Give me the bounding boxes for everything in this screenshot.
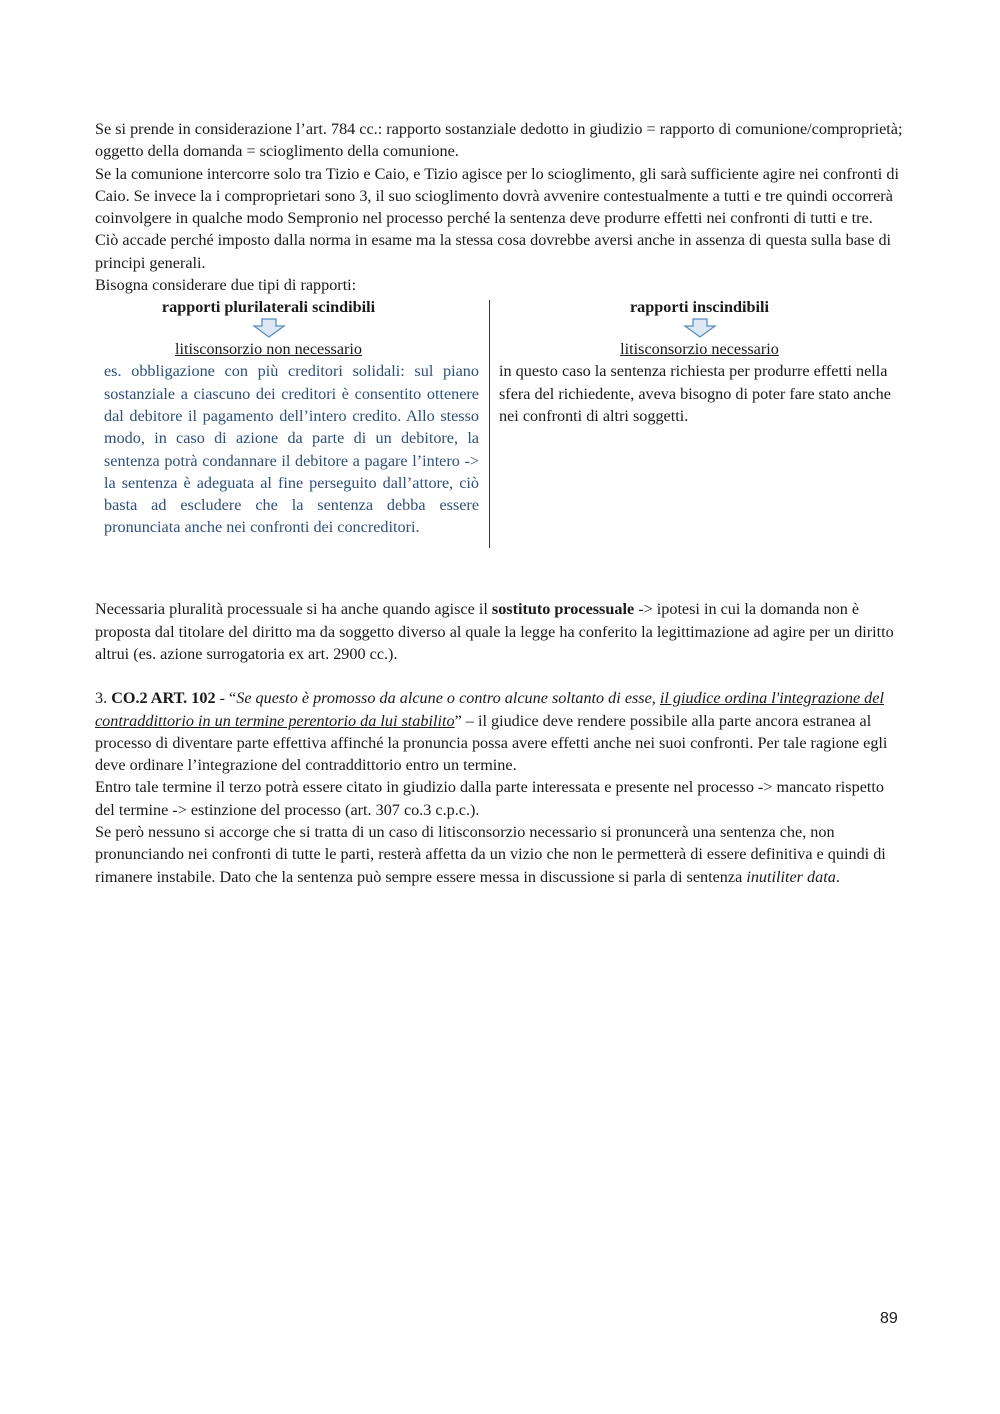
column-subheading-scindibili: litisconsorzio non necessario: [174, 340, 362, 359]
sostituto-text-after: -> ipotesi in cui la domanda non è proposta dal titolare del diritto ma da soggetto diverso al quale la legge ha conferito la legittimazione ad agire per un diritto altrui (es. azione surrogatoria ex art. 2900 cc.).: [95, 600, 894, 663]
column-body-scindibili: es. obbligazione con più creditori solidali: sul piano sostanziale a ciascuno dei creditori è consentito ottenere dal debitore il pagamento dell’intero credito. Allo stesso modo, in caso di azione da parte di un debitore, la sentenza potrà condannare il debitore a pagare l’intero -> la sentenza è adeguata al fine perseguito dall’attore, ciò basta ad escludere che la sentenza debba essere pronunciata anche nei confronti dei concreditori.: [104, 362, 479, 537]
section-3-paragraph-3: [95, 821, 907, 888]
sostituto-paragraph: [95, 598, 907, 665]
column-scindibili: [95, 296, 487, 538]
intro-paragraph-2: Se la comunione intercorre solo tra Tizio e Caio, e Tizio agisce per lo scioglimento, gli sarà sufficiente agire nei confronti di Caio. Se invece la i comproprietari sono 3, il suo scioglimento dovrà avvenire contestualmente a tutti e tre quindi occorrerà coinvolgere in qualche modo Sempronio nel processo perché la sentenza deve produrre effetti nei confronti di tutti e tre.: [95, 164, 899, 228]
spacer: [95, 665, 907, 687]
intro-paragraph-1: Se si prende in considerazione l’art. 784 cc.: rapporto sostanziale dedotto in giudizio = rapporto di comunione/comproprietà; oggetto della domanda = scioglimento della comunione.: [95, 120, 903, 161]
column-heading-scindibili: rapporti plurilaterali scindibili: [161, 298, 376, 317]
sostituto-text-before: Necessaria pluralità processuale si ha anche quando agisce il: [95, 600, 492, 619]
page-number: 89: [880, 1310, 898, 1327]
section-3-quote-underlined: il giudice ordina l'integrazione del contraddittorio in un termine perentorio da lui stabilito: [95, 689, 884, 730]
section-3-para3-text: Se però nessuno si accorge che si tratta di un caso di litisconsorzio necessario si pronuncerà una sentenza che, non pronunciando nei confronti di tutte le parti, resterà affetta da un vizio che non le permetterà di essere definitiva e quindi di rimanere instabile. Dato che la sentenza può sempre essere messa in discussione si parla di sentenza: [95, 823, 886, 886]
section-3-explanation: ” – il giudice deve rendere possibile alla parte ancora estranea al processo di diventare parte effettiva affinché la pronuncia possa avere effetti anche nei suoi confronti. Per tale ragione egli deve ordinare l’integrazione del contraddittorio entro un termine.: [95, 711, 888, 775]
intro-paragraph-4: Bisogna considerare due tipi di rapporti:: [95, 276, 357, 295]
section-3-para3-end: .: [835, 867, 840, 886]
document-page: [95, 118, 907, 888]
column-heading-inscindibili: rapporti inscindibili: [630, 298, 769, 317]
section-3-paragraph: [95, 687, 907, 776]
section-3-para3-italic: inutiliter data: [746, 867, 836, 886]
sostituto-bold-term: sostituto processuale: [491, 600, 635, 619]
section-3-dash: - “: [215, 689, 237, 708]
column-body-inscindibili: in questo caso la sentenza richiesta per produrre effetti nella sfera del richiedente, aveva bisogno di poter fare stato anche nei confronti di altri soggetti.: [499, 362, 891, 425]
arrow-down-icon: [497, 318, 902, 338]
section-3-heading: CO.2 ART. 102: [111, 689, 216, 708]
section-3-paragraph-2: Entro tale termine il terzo potrà essere citato in giudizio dalla parte interessata e presente nel processo -> mancato rispetto del termine -> estinzione del processo (art. 307 co.3 c.p.c.).: [95, 778, 884, 819]
comparison-columns: [95, 296, 907, 548]
section-3-number: 3.: [95, 689, 112, 708]
section-3-quote: Se questo è promosso da alcune o contro alcune soltanto di esse,: [236, 689, 660, 708]
arrow-down-icon: [95, 318, 487, 338]
column-subheading-inscindibili: litisconsorzio necessario: [620, 340, 779, 359]
column-divider: [489, 300, 490, 548]
intro-paragraph-3: Ciò accade perché imposto dalla norma in esame ma la stessa cosa dovrebbe aversi anche in assenza di questa sulla base di principi generali.: [95, 231, 892, 272]
column-inscindibili: [497, 296, 902, 427]
spacer: [95, 548, 907, 598]
